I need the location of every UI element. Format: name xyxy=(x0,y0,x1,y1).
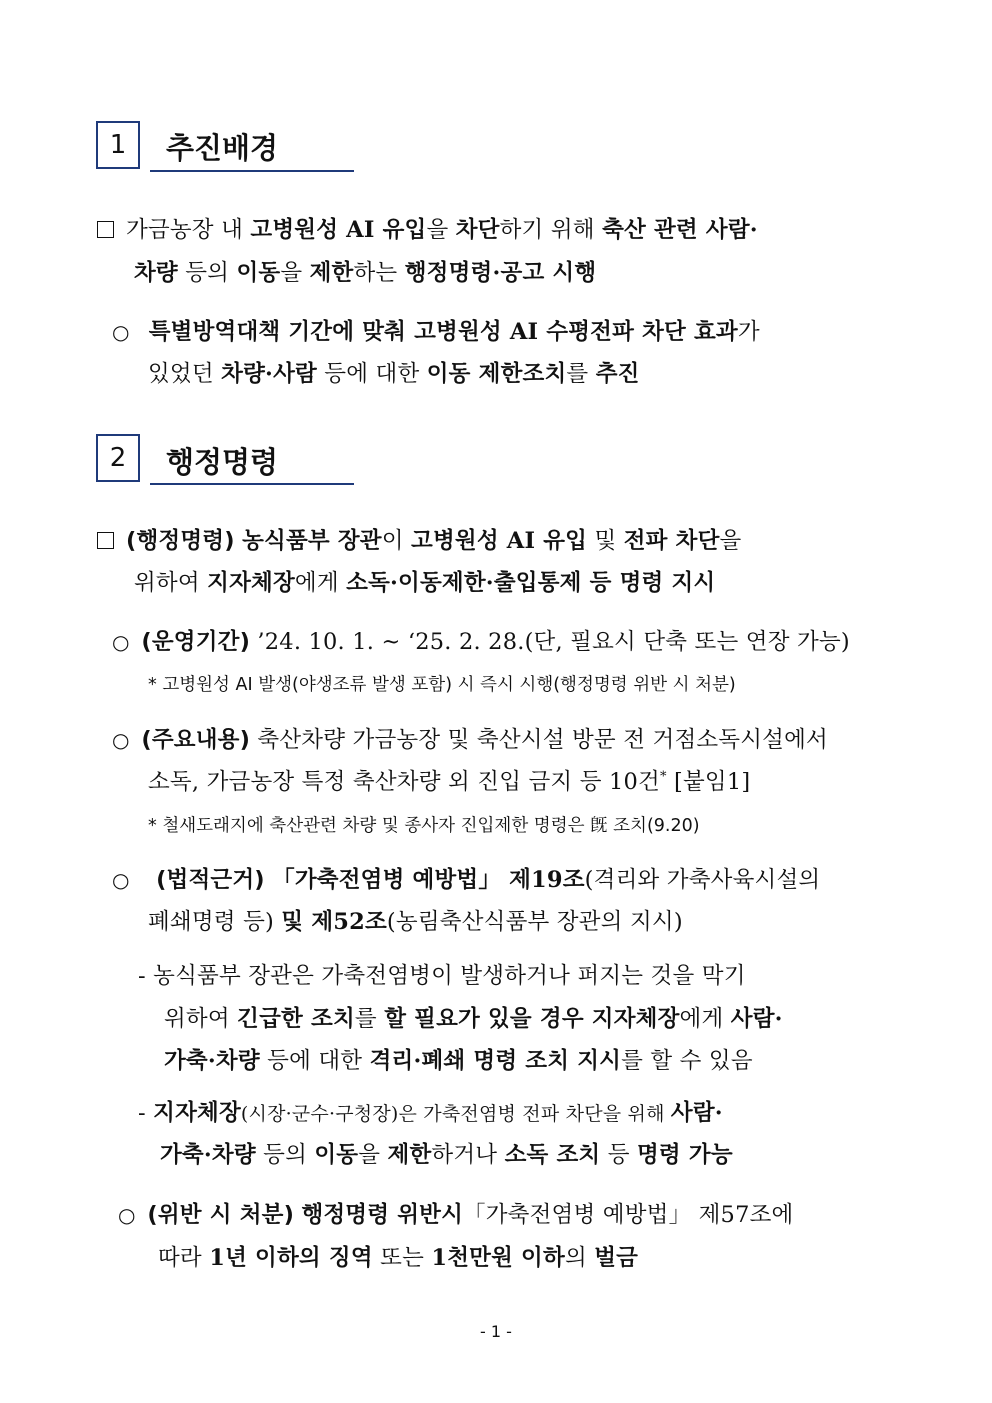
section-title-2: 행정명령 xyxy=(166,445,279,479)
circle-bullet-icon: ○ xyxy=(112,320,130,344)
section-title-1: 추진배경 xyxy=(166,131,279,165)
bullet-1-line-1: 가금농장 내 고병원성 AI 유입을 차단하기 위해 축산 관련 사람· xyxy=(97,212,758,244)
sub-bullet-5-line-1: ○ (위반 시 처분) 행정명령 위반시「가축전염병 예방법」 제57조에 xyxy=(118,1202,794,1228)
dash-item-1-line-1: - 농식품부 장관은 가축전염병이 발생하거나 퍼지는 것을 막기 xyxy=(138,963,746,989)
sub-bullet-4-line-1: ○ (법적근거) 「가축전염병 예방법」 제19조(격리와 가축사육시설의 xyxy=(112,867,821,893)
section-underline-2 xyxy=(150,483,354,485)
bullet-2-line-2: 위하여 지자체장에게 소독·이동제한·출입통제 등 명령 지시 xyxy=(134,570,716,596)
dash-item-2-line-2: 가축·차량 등의 이동을 제한하거나 소독 조치 등 명령 가능 xyxy=(160,1142,733,1168)
sub-bullet-1-line-2: 있었던 차량·사람 등에 대한 이동 제한조치를 추진 xyxy=(148,361,640,387)
circle-bullet-icon: ○ xyxy=(112,868,130,892)
sub-bullet-2-note: * 고병원성 AI 발생(야생조류 발생 포함) 시 즉시 시행(행정명령 위반 시 처분) xyxy=(148,675,736,695)
sub-bullet-5-line-2: 따라 1년 이하의 징역 또는 1천만원 이하의 벌금 xyxy=(158,1245,639,1271)
section-underline-1 xyxy=(150,170,354,172)
sub-bullet-3-line-2: 소독, 가금농장 특정 축산차량 외 진입 금지 등 10건* [붙임1] xyxy=(148,769,751,795)
dash-item-1-line-3: 가축·차량 등에 대한 격리·폐쇄 명령 조치 지시를 할 수 있음 xyxy=(164,1048,753,1074)
bullet-2-line-1: (행정명령) 농식품부 장관이 고병원성 AI 유입 및 전파 차단을 xyxy=(97,523,741,555)
dash-item-1-line-2: 위하여 긴급한 조치를 할 필요가 있을 경우 지자체장에게 사람· xyxy=(164,1006,783,1032)
sub-bullet-3-note: * 철새도래지에 축산관련 차량 및 종사자 진입제한 명령은 旣 조치(9.20) xyxy=(148,816,700,836)
section-number-2: 2 xyxy=(96,434,140,482)
sub-bullet-4-line-2: 폐쇄명령 등) 및 제52조(농림축산식품부 장관의 지시) xyxy=(148,909,683,935)
sub-bullet-1-line-1: ○ 특별방역대책 기간에 맞춰 고병원성 AI 수평전파 차단 효과가 xyxy=(112,319,760,345)
checkbox-square-icon xyxy=(97,221,114,238)
dash-item-2-line-1: - 지자체장(시장·군수·구청장)은 가축전염병 전파 차단을 위해 사람· xyxy=(138,1100,723,1126)
page-number: - 1 - xyxy=(480,1322,512,1341)
sub-bullet-3-line-1: ○ (주요내용) 축산차량 가금농장 및 축산시설 방문 전 거점소독시설에서 xyxy=(112,727,828,753)
circle-bullet-icon: ○ xyxy=(118,1203,136,1227)
checkbox-square-icon xyxy=(97,532,114,549)
circle-bullet-icon: ○ xyxy=(112,630,130,654)
sub-bullet-2-line-1: ○ (운영기간) ’24. 10. 1. ~ ‘25. 2. 28.(단, 필요시 단축 또는 연장 가능) xyxy=(112,629,850,655)
bullet-1-line-2: 차량 등의 이동을 제한하는 행정명령·공고 시행 xyxy=(134,260,597,286)
section-number-1: 1 xyxy=(96,121,140,169)
circle-bullet-icon: ○ xyxy=(112,728,130,752)
